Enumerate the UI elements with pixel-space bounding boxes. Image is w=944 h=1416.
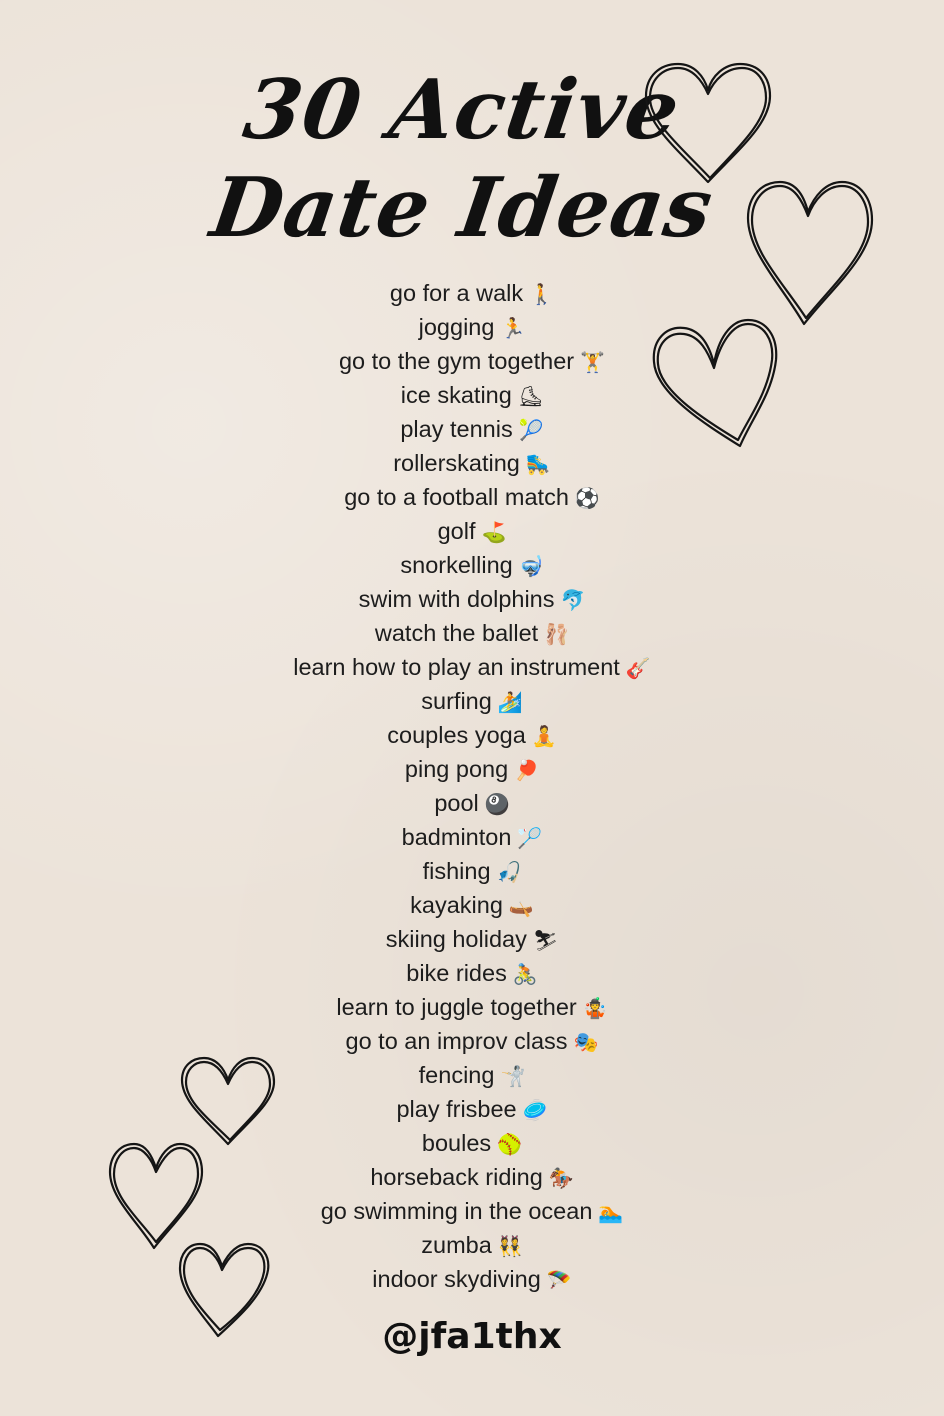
list-item [0, 922, 944, 956]
idea-emoji-icon: 🩰 [544, 622, 570, 646]
idea-emoji-icon: 🚴 [512, 962, 538, 986]
idea-emoji-icon: 🎱 [484, 792, 510, 816]
title-line-2: Date Ideas [205, 160, 719, 256]
list-item [0, 786, 944, 820]
idea-text: rollerskating [393, 450, 520, 476]
idea-text: play frisbee [396, 1096, 517, 1122]
idea-emoji-icon: ⛸ [517, 384, 544, 408]
idea-emoji-icon: 🧘 [531, 724, 557, 748]
idea-emoji-icon: 🥏 [522, 1098, 548, 1122]
idea-text: horseback riding [370, 1164, 543, 1190]
date-ideas-list [0, 276, 944, 1296]
idea-text: boules [421, 1130, 492, 1156]
idea-text: go to a football match [344, 484, 569, 510]
list-item [0, 1262, 944, 1296]
list-item [0, 718, 944, 752]
list-item [0, 514, 944, 548]
idea-text: jogging [418, 314, 495, 340]
idea-text: go swimming in the ocean [320, 1198, 593, 1224]
idea-emoji-icon: 🚶 [529, 282, 555, 306]
idea-text: go for a walk [389, 280, 524, 306]
list-item [0, 310, 944, 344]
idea-emoji-icon: 🤹 [582, 996, 608, 1020]
list-item [0, 548, 944, 582]
author-handle: @jfa1thx [382, 1316, 562, 1357]
idea-emoji-icon: 🛶 [508, 894, 534, 918]
list-item [0, 650, 944, 684]
idea-emoji-icon: 🏋 [580, 350, 606, 374]
list-item [0, 1228, 944, 1262]
list-item [0, 1126, 944, 1160]
idea-emoji-icon: 🤿 [518, 554, 544, 578]
list-item [0, 1058, 944, 1092]
idea-emoji-icon: 🏄 [497, 690, 523, 714]
list-item [0, 990, 944, 1024]
idea-text: go to an improv class [345, 1028, 568, 1054]
list-item [0, 956, 944, 990]
idea-text: learn to juggle together [336, 994, 577, 1020]
idea-emoji-icon: 🥎 [497, 1132, 523, 1156]
idea-text: fencing [418, 1062, 495, 1088]
list-item [0, 854, 944, 888]
list-item [0, 480, 944, 514]
idea-text: play tennis [400, 416, 513, 442]
list-item [0, 684, 944, 718]
idea-emoji-icon: 🤺 [500, 1064, 526, 1088]
list-item [0, 752, 944, 786]
idea-emoji-icon: 🏃 [500, 316, 526, 340]
idea-emoji-icon: 🐬 [560, 588, 586, 612]
idea-emoji-icon: 🏓 [514, 758, 540, 782]
idea-text: ice skating [400, 382, 512, 408]
list-item [0, 1194, 944, 1228]
idea-text: skiing holiday [385, 926, 527, 952]
idea-emoji-icon: 🏊 [598, 1200, 624, 1224]
idea-text: couples yoga [387, 722, 526, 748]
idea-emoji-icon: 🎣 [496, 860, 522, 884]
idea-emoji-icon: ⛳ [481, 520, 507, 544]
idea-emoji-icon: 🪂 [546, 1268, 572, 1292]
idea-emoji-icon: 🏇 [548, 1166, 574, 1190]
list-item [0, 820, 944, 854]
idea-text: snorkelling [400, 552, 513, 578]
list-item [0, 1160, 944, 1194]
idea-emoji-icon: 🏸 [517, 826, 543, 850]
idea-text: zumba [421, 1232, 492, 1258]
idea-text: indoor skydiving [372, 1266, 541, 1292]
idea-text: pool [434, 790, 479, 816]
idea-emoji-icon: ⛷ [532, 928, 559, 952]
idea-emoji-icon: 🎭 [573, 1030, 599, 1054]
idea-text: golf [437, 518, 476, 544]
list-item [0, 446, 944, 480]
idea-text: fishing [422, 858, 491, 884]
idea-text: surfing [421, 688, 492, 714]
idea-text: swim with dolphins [358, 586, 555, 612]
idea-text: kayaking [410, 892, 503, 918]
list-item [0, 412, 944, 446]
heart-icon [638, 58, 778, 193]
list-item [0, 276, 944, 310]
idea-text: ping pong [404, 756, 509, 782]
idea-emoji-icon: 👯 [497, 1234, 523, 1258]
idea-text: go to the gym together [338, 348, 575, 374]
list-item [0, 582, 944, 616]
idea-text: watch the ballet [374, 620, 539, 646]
list-item [0, 378, 944, 412]
idea-text: bike rides [406, 960, 507, 986]
list-item [0, 1092, 944, 1126]
idea-text: badminton [401, 824, 512, 850]
list-item [0, 344, 944, 378]
list-item [0, 888, 944, 922]
idea-emoji-icon: ⚽ [574, 486, 600, 510]
idea-text: learn how to play an instrument [293, 654, 620, 680]
title-line-1: 30 Active [238, 62, 686, 158]
idea-emoji-icon: 🎸 [625, 656, 651, 680]
idea-emoji-icon: 🛼 [525, 452, 551, 476]
list-item [0, 1024, 944, 1058]
idea-emoji-icon: 🎾 [518, 418, 544, 442]
list-item [0, 616, 944, 650]
